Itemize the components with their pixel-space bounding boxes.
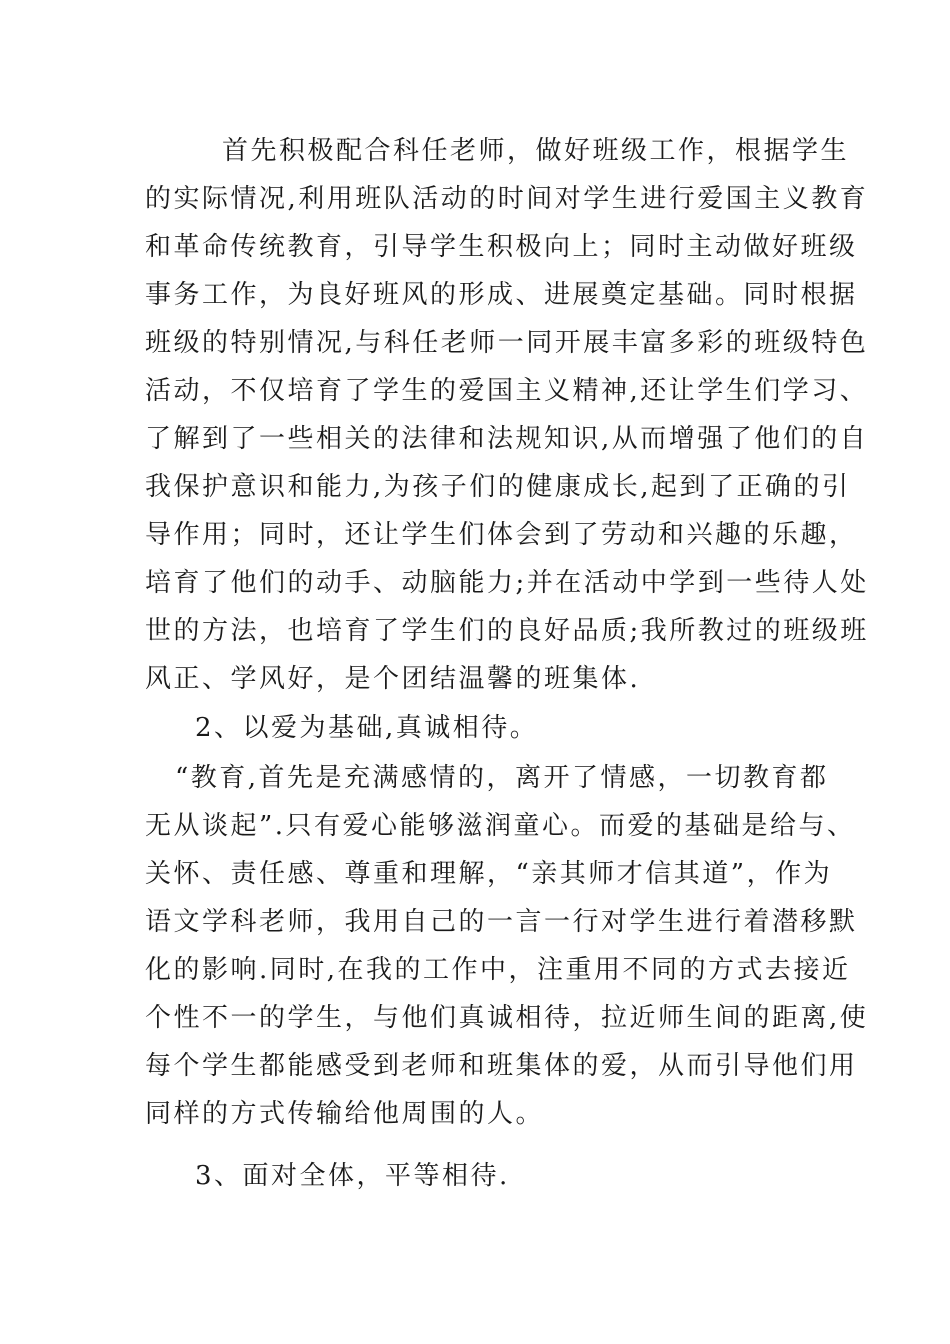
- text-line: 班级的特别情况,与科任老师一同开展丰富多彩的班级特色: [145, 328, 869, 358]
- text-line: 化的影响.同时,在我的工作中，注重用不同的方式去接近: [145, 955, 851, 985]
- text-line: 世的方法，也培育了学生们的良好品质;我所教过的班级班: [145, 616, 869, 646]
- text-line: 的实际情况,利用班队活动的时间对学生进行爱国主义教育: [145, 184, 869, 214]
- section-heading-2: 2、以爱为基础,真诚相待。: [195, 713, 539, 743]
- text-line: 和革命传统教育，引导学生积极向上；同时主动做好班级: [145, 232, 858, 262]
- text-line: 同样的方式传输给他周围的人。: [145, 1099, 545, 1129]
- text-line: 我保护意识和能力,为孩子们的健康成长,起到了正确的引: [145, 472, 851, 502]
- text-line: 活动，不仅培育了学生的爱国主义精神,还让学生们学习、: [145, 376, 869, 406]
- section-heading-3: 3、面对全体，平等相待.: [195, 1161, 510, 1191]
- text-line: 导作用；同时，还让学生们体会到了劳动和兴趣的乐趣，: [145, 520, 858, 550]
- text-line: 个性不一的学生，与他们真诚相待，拉近师生间的距离,使: [145, 1003, 869, 1033]
- text-line: 风正、学风好，是个团结温馨的班集体.: [145, 664, 641, 694]
- text-line: “教育,首先是充满感情的，离开了情感，一切教育都: [175, 763, 829, 793]
- text-line: 关怀、责任感、尊重和理解，“亲其师才信其道”，作为: [145, 859, 833, 889]
- text-line: 培育了他们的动手、动脑能力;并在活动中学到一些待人处: [145, 568, 869, 598]
- text-line: 每个学生都能感受到老师和班集体的爱，从而引导他们用: [145, 1051, 858, 1081]
- text-line: 语文学科老师，我用自己的一言一行对学生进行着潜移默: [145, 907, 858, 937]
- text-line: 了解到了一些相关的法律和法规知识,从而增强了他们的自: [145, 424, 869, 454]
- text-line: 事务工作，为良好班风的形成、进展奠定基础。同时根据: [145, 280, 858, 310]
- text-line: 首先积极配合科任老师，做好班级工作，根据学生: [222, 136, 850, 166]
- text-line: 无从谈起”.只有爱心能够滋润童心。而爱的基础是给与、: [145, 811, 856, 841]
